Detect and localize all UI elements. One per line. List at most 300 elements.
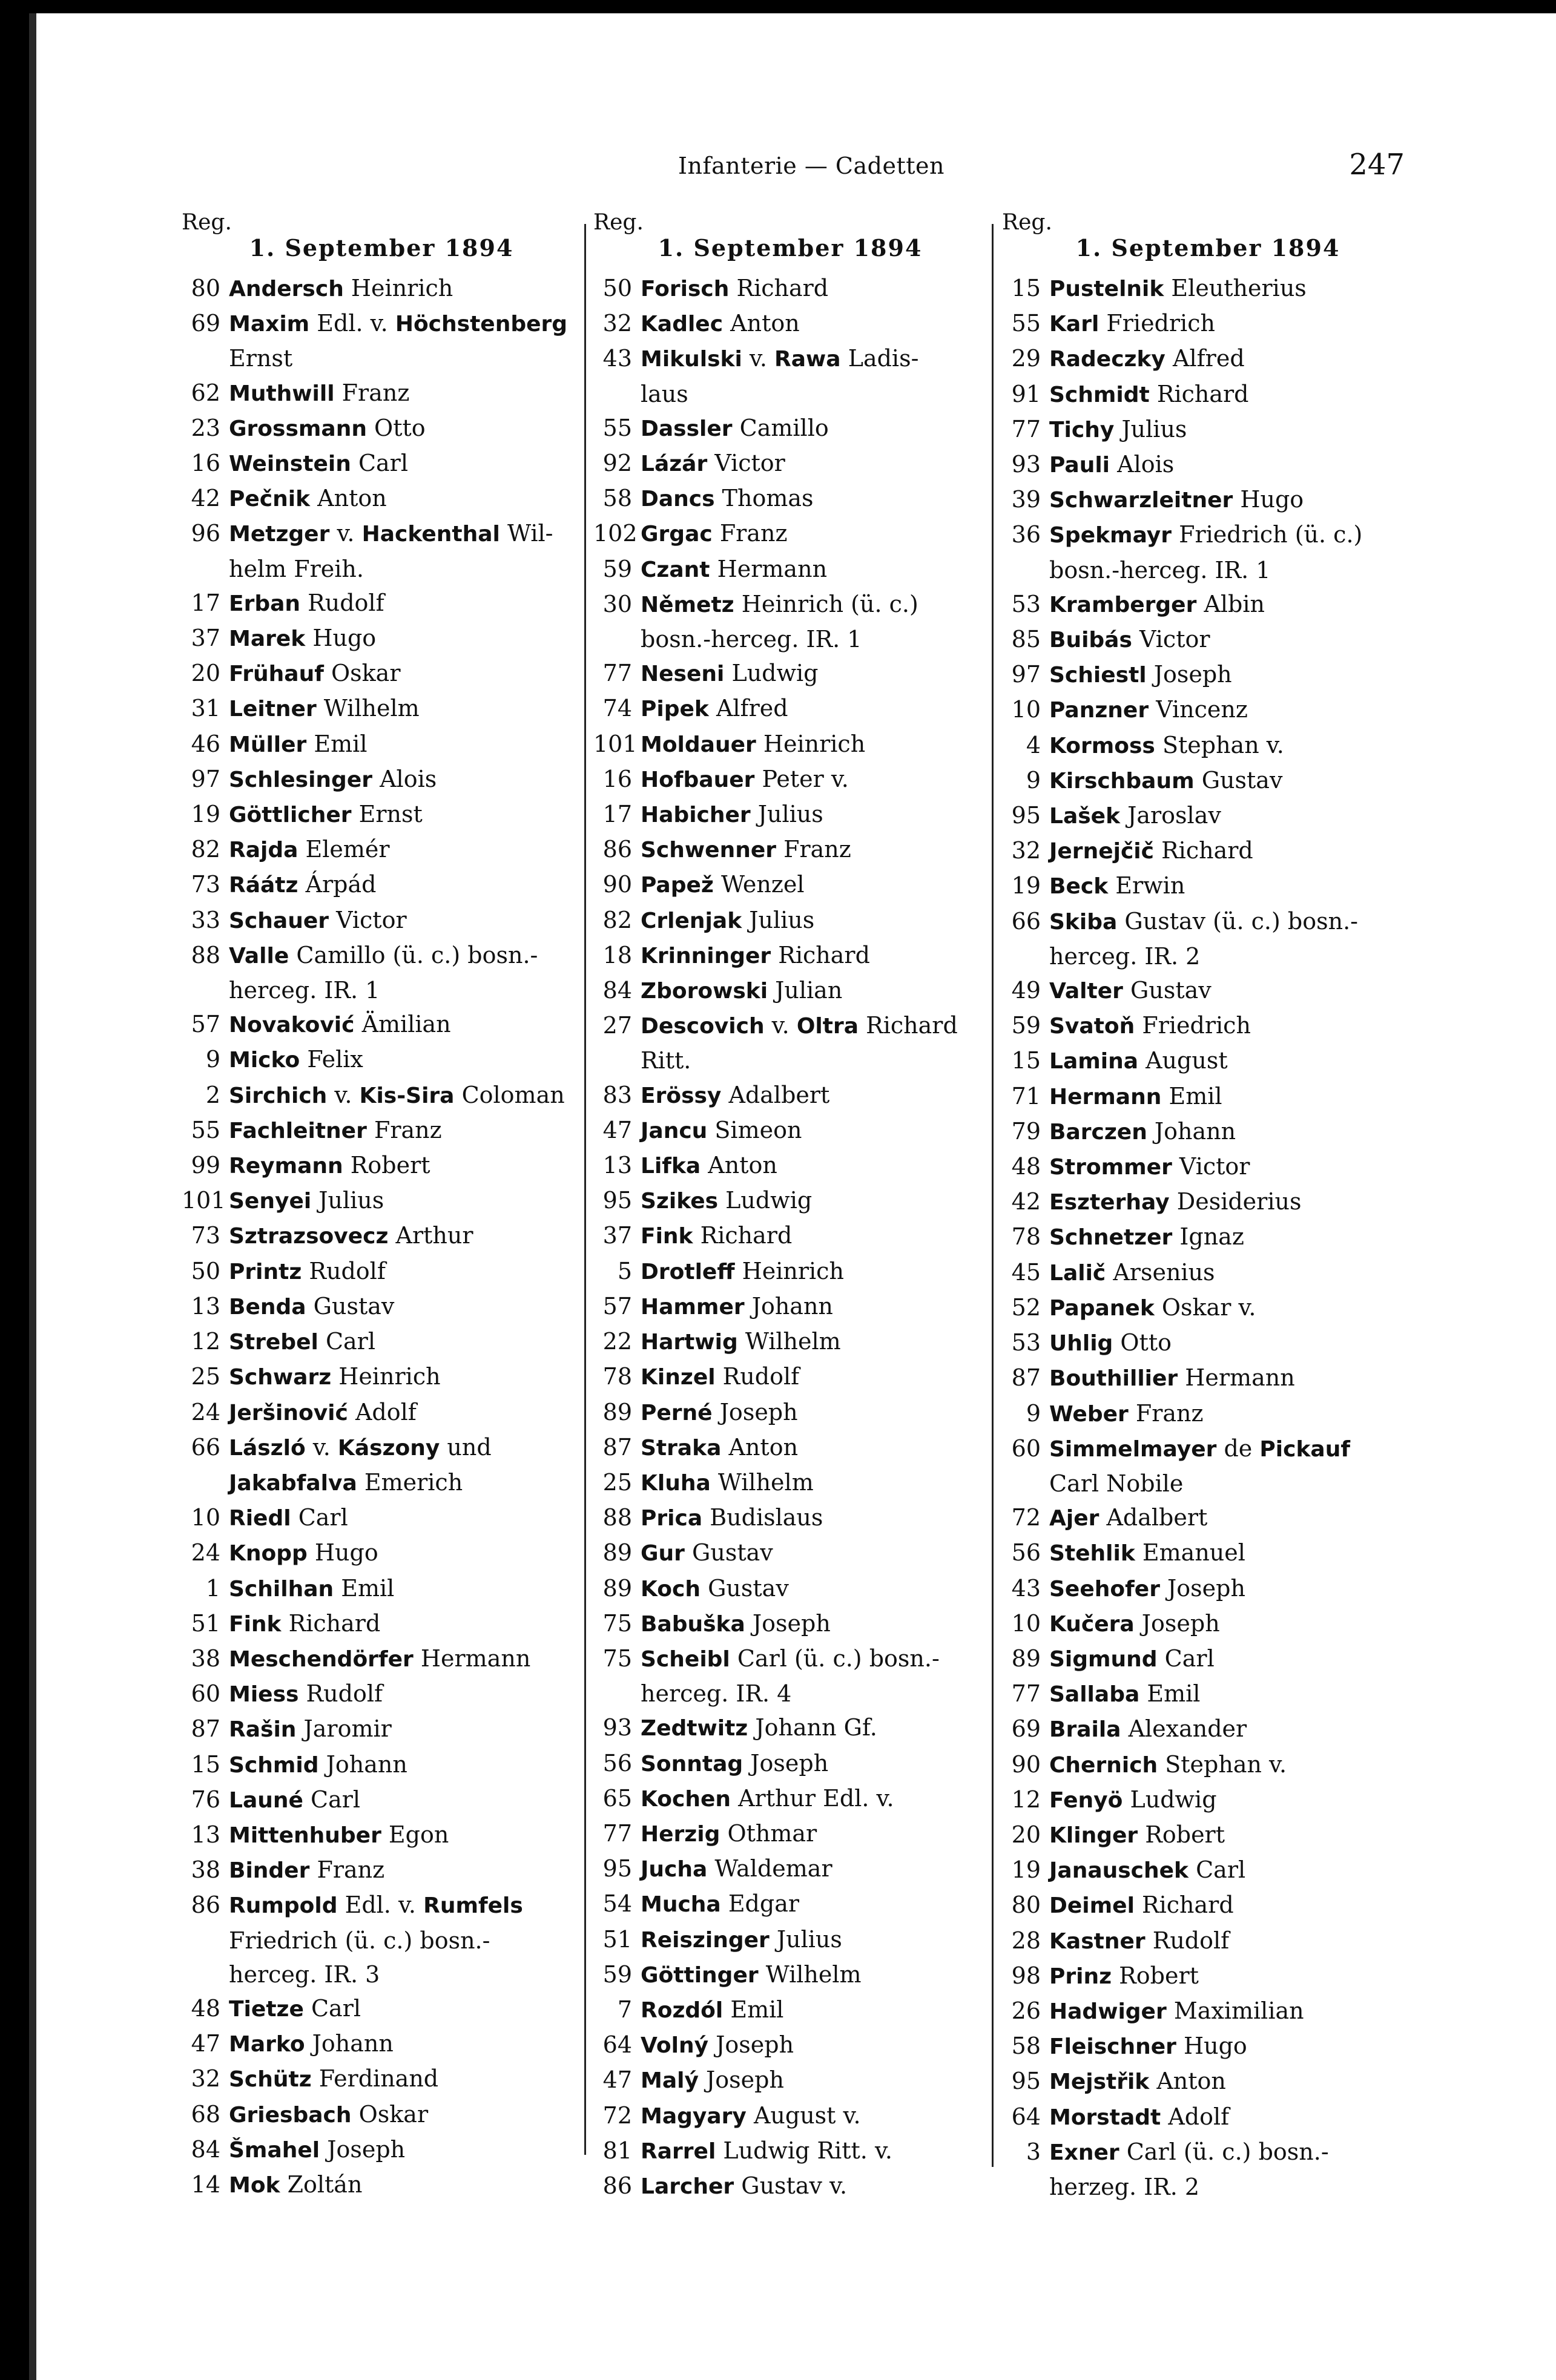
regiment-number: 89 bbox=[602, 1574, 632, 1602]
entry-text bbox=[1049, 1220, 1414, 1255]
list-item bbox=[182, 552, 581, 586]
regiment-number: 89 bbox=[1011, 1645, 1041, 1672]
entry-text bbox=[229, 973, 581, 1007]
surname: Kučera bbox=[1049, 1611, 1135, 1637]
given-name: Felix bbox=[307, 1046, 363, 1073]
list-item bbox=[182, 691, 581, 726]
list-item bbox=[182, 1888, 581, 1923]
surname: Jeršinović bbox=[229, 1400, 348, 1425]
entry-text bbox=[1049, 833, 1414, 869]
entry-text bbox=[641, 1642, 987, 1677]
given-name: Heinrich bbox=[742, 1257, 844, 1284]
given-name: Thomas bbox=[722, 485, 814, 512]
surname: Perné bbox=[641, 1400, 713, 1425]
entry-text bbox=[229, 306, 581, 341]
entry-text bbox=[229, 2132, 581, 2168]
list-item bbox=[593, 1218, 987, 1254]
entry-text bbox=[641, 691, 987, 726]
entry-text bbox=[641, 1536, 987, 1571]
surname: Griesbach bbox=[229, 2102, 352, 2128]
surname: Andersch bbox=[229, 277, 344, 301]
list-item bbox=[182, 903, 581, 938]
list-item bbox=[593, 1816, 987, 1852]
given-name: Hugo bbox=[1183, 2033, 1247, 2060]
regiment-number: 17 bbox=[191, 589, 220, 616]
given-name: Budislaus bbox=[710, 1504, 823, 1531]
surname: Kastner bbox=[1049, 1928, 1146, 1954]
given-name: Johann bbox=[1154, 1117, 1236, 1145]
list-item bbox=[1002, 2135, 1414, 2170]
given-name: Friedrich (ü. c.) bosn.- bbox=[229, 1927, 490, 1954]
surname: Fachleitner bbox=[229, 1118, 367, 1143]
title-name: Kászony bbox=[337, 1435, 440, 1461]
list-item bbox=[593, 1571, 987, 1606]
list-item bbox=[593, 587, 987, 622]
regiment-number: 54 bbox=[602, 1890, 632, 1918]
entry-text bbox=[229, 2062, 581, 2097]
given-name: helm Freih. bbox=[229, 555, 364, 582]
list-item bbox=[182, 1113, 581, 1148]
entry-text bbox=[1049, 1783, 1414, 1818]
surname: Uhlig bbox=[1049, 1331, 1113, 1356]
regiment-number: 24 bbox=[191, 1539, 220, 1566]
entry-text bbox=[229, 1536, 581, 1571]
list-item bbox=[182, 1324, 581, 1359]
regiment-number: 72 bbox=[602, 2102, 632, 2129]
regiment-number bbox=[182, 1465, 229, 1501]
entry-text bbox=[1049, 2170, 1414, 2204]
list-item bbox=[1002, 341, 1414, 376]
entry-text bbox=[229, 1571, 581, 1606]
given-name: Carl bbox=[358, 450, 408, 477]
regiment-number: 25 bbox=[602, 1468, 632, 1496]
regiment-number: 90 bbox=[602, 871, 632, 898]
entry-text bbox=[229, 1324, 581, 1359]
surname: Knopp bbox=[229, 1541, 308, 1566]
regiment-number bbox=[593, 622, 641, 656]
given-name: Ludwig Ritt. v. bbox=[723, 2137, 892, 2164]
entry-text bbox=[229, 1430, 581, 1465]
regiment-number: 42 bbox=[191, 485, 220, 512]
list-item bbox=[182, 2097, 581, 2132]
surname: Pečnik bbox=[229, 487, 311, 512]
surname: Straka bbox=[641, 1435, 722, 1461]
given-name: Ferdinand bbox=[318, 2065, 439, 2092]
list-item bbox=[593, 727, 987, 762]
regiment-number: 18 bbox=[602, 941, 632, 968]
regiment-number: 15 bbox=[1011, 1047, 1041, 1074]
surname: Binder bbox=[229, 1858, 310, 1884]
given-name: Franz bbox=[783, 836, 851, 863]
regiment-number: 37 bbox=[191, 625, 220, 652]
given-name: Franz bbox=[341, 379, 410, 406]
given-name: Johann bbox=[312, 2030, 394, 2057]
entry-text bbox=[229, 1642, 581, 1677]
surname: Mittenhuber bbox=[229, 1823, 381, 1848]
surname: Göttlicher bbox=[229, 803, 352, 828]
regiment-number: 10 bbox=[191, 1504, 220, 1531]
given-name: Alfred bbox=[1173, 345, 1245, 372]
regiment-number: 9 bbox=[1026, 1399, 1041, 1427]
list-item bbox=[1002, 377, 1414, 412]
list-item bbox=[182, 832, 581, 867]
given-name: Desiderius bbox=[1176, 1188, 1302, 1215]
given-name: Oskar v. bbox=[1161, 1294, 1256, 1321]
regiment-number: 15 bbox=[191, 1750, 220, 1778]
list-item bbox=[1002, 1290, 1414, 1326]
surname: László bbox=[229, 1435, 306, 1461]
entry-text bbox=[1049, 973, 1414, 1008]
regiment-number: 89 bbox=[602, 1539, 632, 1566]
column-date-heading: 1. September 1894 bbox=[658, 234, 923, 261]
entry-text bbox=[229, 446, 581, 481]
list-item bbox=[593, 938, 987, 973]
entry-text bbox=[641, 2099, 987, 2134]
list-item bbox=[182, 2168, 581, 2203]
surname: Kinzel bbox=[641, 1365, 716, 1390]
surname: Papež bbox=[641, 873, 714, 898]
regiment-number: 4 bbox=[1026, 731, 1041, 758]
entry-text bbox=[641, 797, 987, 832]
entry-text bbox=[1049, 1818, 1414, 1853]
entry-text bbox=[641, 1887, 987, 1922]
entry-text bbox=[641, 1289, 987, 1324]
entry-text bbox=[229, 1924, 581, 1958]
entry-text bbox=[1049, 1747, 1414, 1783]
given-name: Johann Gf. bbox=[755, 1714, 877, 1741]
list-item bbox=[182, 1958, 581, 1991]
surname: Marko bbox=[229, 2032, 305, 2057]
given-name: Ämilian bbox=[361, 1011, 451, 1038]
list-item bbox=[1002, 728, 1414, 763]
list-item bbox=[182, 586, 581, 621]
entry-text bbox=[229, 1501, 581, 1536]
regiment-number: 71 bbox=[1011, 1082, 1041, 1109]
regiment-number: 32 bbox=[1011, 837, 1041, 864]
regiment-number: 49 bbox=[1011, 977, 1041, 1004]
given-name: Hermann bbox=[420, 1645, 531, 1672]
column-date-heading: 1. September 1894 bbox=[1075, 234, 1340, 261]
entry-text bbox=[641, 867, 987, 902]
surname: Sonntag bbox=[641, 1751, 743, 1777]
list-item bbox=[593, 1044, 987, 1077]
surname: Kormoss bbox=[1049, 733, 1155, 758]
given-name: Alfred bbox=[716, 695, 788, 722]
given-name: Gustav v. bbox=[741, 2172, 848, 2199]
regiment-number bbox=[593, 377, 641, 411]
regiment-number bbox=[593, 1677, 641, 1711]
entry-text bbox=[641, 1958, 987, 1993]
regiment-number: 53 bbox=[1011, 590, 1041, 617]
given-name: August v. bbox=[753, 2102, 861, 2129]
surname: Drotleff bbox=[641, 1259, 735, 1284]
list-item bbox=[182, 411, 581, 446]
entry-text bbox=[229, 1113, 581, 1148]
given-name: Emil bbox=[1147, 1680, 1201, 1708]
surname: Tichy bbox=[1049, 417, 1115, 442]
list-item bbox=[593, 1395, 987, 1430]
entry-text bbox=[229, 867, 581, 902]
surname: Bouthillier bbox=[1049, 1366, 1178, 1392]
given-name: Anton bbox=[728, 1433, 799, 1461]
given-name: Franz bbox=[374, 1116, 442, 1143]
list-item bbox=[1002, 1959, 1414, 1994]
regiment-number: 43 bbox=[1011, 1574, 1041, 1602]
regiment-number: 77 bbox=[1011, 415, 1041, 442]
given-name: Gustav bbox=[1201, 766, 1283, 794]
regiment-number: 73 bbox=[191, 871, 220, 898]
surname: Müller bbox=[229, 732, 307, 757]
scan-border-inner bbox=[29, 13, 36, 2380]
regiment-number: 36 bbox=[1011, 521, 1041, 548]
list-item bbox=[182, 1254, 581, 1289]
given-name: herzeg. IR. 2 bbox=[1049, 2173, 1200, 2200]
surname: Mok bbox=[229, 2172, 280, 2198]
given-name: herceg. IR. 1 bbox=[229, 977, 380, 1004]
regiment-number: 55 bbox=[1011, 310, 1041, 337]
surname: Weber bbox=[1049, 1401, 1129, 1427]
regiment-number: 28 bbox=[1011, 1927, 1041, 1954]
regiment-number: 62 bbox=[191, 379, 220, 406]
given-name: Carl bbox=[311, 1994, 361, 2022]
list-item bbox=[1002, 1677, 1414, 1712]
regiment-number: 37 bbox=[602, 1222, 632, 1249]
list-item bbox=[182, 1642, 581, 1677]
given-name: Franz bbox=[719, 520, 788, 547]
regiment-number: 101 bbox=[593, 730, 638, 757]
entry-text bbox=[641, 1922, 987, 1958]
entry-text bbox=[641, 762, 987, 797]
regiment-number: 55 bbox=[191, 1116, 220, 1143]
given-name: Otto bbox=[374, 414, 426, 441]
list-item bbox=[1002, 1220, 1414, 1255]
surname: Hadwiger bbox=[1049, 1999, 1167, 2024]
entry-text bbox=[229, 552, 581, 586]
list-item bbox=[1002, 973, 1414, 1008]
list-item bbox=[593, 1711, 987, 1746]
surname: Krinninger bbox=[641, 943, 771, 968]
entry-text bbox=[1049, 1079, 1414, 1114]
surname: Gur bbox=[641, 1541, 685, 1566]
given-name: herceg. IR. 2 bbox=[1049, 942, 1201, 970]
given-name: Emil bbox=[1169, 1082, 1222, 1109]
regiment-number: 12 bbox=[191, 1328, 220, 1355]
entry-text bbox=[1049, 341, 1414, 376]
given-name: Elemér bbox=[305, 836, 390, 863]
given-name: Hermann bbox=[1185, 1364, 1295, 1392]
entry-text bbox=[641, 727, 987, 762]
surname: Volný bbox=[641, 2033, 709, 2059]
surname: Schnetzer bbox=[1049, 1225, 1173, 1251]
given-name: Julian bbox=[775, 977, 843, 1004]
entry-text bbox=[1049, 1924, 1414, 1959]
surname: Moldauer bbox=[641, 732, 756, 757]
regiment-number: 13 bbox=[602, 1152, 632, 1179]
surname: Babuška bbox=[641, 1611, 745, 1637]
given-name: Egon bbox=[388, 1821, 449, 1848]
entry-text bbox=[229, 1783, 581, 1818]
list-item bbox=[182, 1078, 581, 1113]
surname: Miess bbox=[229, 1682, 299, 1708]
surname: Muthwill bbox=[229, 381, 335, 406]
regiment-number: 13 bbox=[191, 1292, 220, 1320]
regiment-number: 19 bbox=[191, 801, 220, 828]
list-item bbox=[593, 656, 987, 691]
entry-text bbox=[641, 1430, 987, 1465]
title-name: Höchstenberg bbox=[395, 312, 568, 337]
list-item bbox=[182, 1818, 581, 1853]
given-name: Johann bbox=[326, 1750, 407, 1778]
given-name: Arsenius bbox=[1113, 1258, 1215, 1286]
surname: Morstadt bbox=[1049, 2105, 1161, 2130]
list-item bbox=[593, 797, 987, 832]
surname: Jucha bbox=[641, 1857, 708, 1882]
surname: Kochen bbox=[641, 1786, 731, 1812]
entry-text bbox=[641, 411, 987, 446]
reg-label: Reg. bbox=[182, 210, 232, 235]
entry-text bbox=[641, 622, 987, 656]
entry-text bbox=[641, 552, 987, 587]
list-item bbox=[1002, 1924, 1414, 1959]
regiment-number: 15 bbox=[1011, 275, 1041, 301]
surname: Pipek bbox=[641, 697, 709, 722]
given-name: Carl bbox=[1196, 1856, 1246, 1884]
regiment-number: 59 bbox=[602, 1961, 632, 1988]
regiment-number: 72 bbox=[1011, 1504, 1041, 1531]
regiment-number: 60 bbox=[1011, 1435, 1041, 1462]
entry-text bbox=[229, 727, 581, 762]
given-name: laus bbox=[641, 380, 688, 407]
entry-text bbox=[641, 1183, 987, 1218]
name-suffix: Wil- bbox=[507, 520, 553, 547]
given-name: Richard bbox=[700, 1222, 793, 1249]
surname: Mejstřik bbox=[1049, 2069, 1150, 2095]
surname: Rajda bbox=[229, 838, 298, 863]
list-item bbox=[593, 516, 987, 551]
list-item bbox=[593, 271, 987, 306]
column-2 bbox=[593, 211, 987, 2204]
list-item bbox=[593, 691, 987, 726]
entry-text bbox=[229, 1395, 581, 1430]
given-name: bosn.-herceg. IR. 1 bbox=[1049, 556, 1271, 583]
list-item bbox=[1002, 763, 1414, 798]
list-item bbox=[593, 1289, 987, 1324]
regiment-number: 42 bbox=[1011, 1188, 1041, 1215]
regiment-number: 89 bbox=[602, 1398, 632, 1425]
surname: Schütz bbox=[229, 2067, 312, 2092]
regiment-number: 32 bbox=[602, 310, 632, 337]
entry-text bbox=[229, 2168, 581, 2203]
regiment-number: 39 bbox=[1011, 486, 1041, 513]
entry-text bbox=[1049, 1008, 1414, 1044]
entry-text bbox=[1049, 1853, 1414, 1888]
given-name: Joseph bbox=[752, 1609, 831, 1637]
given-name: Carl bbox=[311, 1786, 361, 1813]
regiment-number: 10 bbox=[1011, 1609, 1041, 1637]
given-name: Anton bbox=[708, 1152, 777, 1179]
given-name: Ritt. bbox=[641, 1047, 691, 1074]
list-item bbox=[182, 481, 581, 516]
surname: Zedtwitz bbox=[641, 1716, 748, 1741]
regiment-number bbox=[1002, 2170, 1049, 2204]
surname: Šmahel bbox=[229, 2137, 320, 2163]
given-name: Gustav bbox=[692, 1539, 773, 1566]
given-name: Friedrich (ü. c.) bbox=[1179, 521, 1363, 548]
entry-text bbox=[229, 1747, 581, 1783]
given-name: Joseph bbox=[1167, 1574, 1245, 1602]
regiment-number: 77 bbox=[602, 660, 632, 687]
given-name: Carl bbox=[298, 1504, 348, 1531]
given-name: Arthur Edl. v. bbox=[738, 1784, 894, 1812]
entry-text bbox=[641, 2028, 987, 2063]
entry-text bbox=[641, 1324, 987, 1359]
given-name: bosn.-herceg. IR. 1 bbox=[641, 626, 862, 653]
entry-text bbox=[229, 341, 581, 375]
list-item bbox=[182, 1712, 581, 1747]
entry-text bbox=[641, 2169, 987, 2204]
regiment-number: 51 bbox=[191, 1609, 220, 1637]
list-item bbox=[593, 1922, 987, 1958]
regiment-number: 53 bbox=[1011, 1329, 1041, 1356]
regiment-number: 47 bbox=[191, 2030, 220, 2057]
surname: Prinz bbox=[1049, 1964, 1112, 1989]
given-name: Joseph bbox=[716, 2031, 794, 2059]
given-name: Anton bbox=[1156, 2068, 1226, 2095]
entry-text bbox=[229, 903, 581, 938]
surname: Fink bbox=[641, 1224, 693, 1249]
regiment-number: 23 bbox=[191, 414, 220, 441]
given-name: v. bbox=[771, 1012, 790, 1039]
regiment-number: 68 bbox=[191, 2100, 220, 2128]
given-name: Adalbert bbox=[1106, 1504, 1208, 1531]
regiment-number: 90 bbox=[1011, 1750, 1041, 1778]
page-number: 247 bbox=[1349, 148, 1405, 182]
given-name: de bbox=[1224, 1435, 1253, 1462]
list-item bbox=[1002, 1747, 1414, 1783]
list-item bbox=[182, 1430, 581, 1465]
given-name: v. bbox=[749, 345, 767, 372]
surname: Buibás bbox=[1049, 628, 1132, 653]
entry-text bbox=[641, 1993, 987, 2028]
regiment-number: 32 bbox=[191, 2065, 220, 2092]
list-item bbox=[1002, 622, 1414, 657]
entry-text bbox=[229, 1254, 581, 1289]
given-name: Wilhelm bbox=[717, 1468, 814, 1496]
surname: Grossmann bbox=[229, 416, 367, 441]
given-name: Heinrich bbox=[763, 730, 866, 757]
list-item bbox=[593, 1148, 987, 1183]
surname: Schauer bbox=[229, 908, 329, 933]
list-item bbox=[593, 306, 987, 341]
given-name: Maximilian bbox=[1173, 1997, 1304, 2024]
entry-text bbox=[641, 446, 987, 481]
entry-text bbox=[229, 1853, 581, 1888]
given-name: Richard bbox=[1142, 1892, 1234, 1919]
regiment-number bbox=[182, 1924, 229, 1958]
regiment-number: 95 bbox=[602, 1855, 632, 1882]
entry-text bbox=[641, 1044, 987, 1077]
entry-text bbox=[229, 797, 581, 832]
regiment-number: 73 bbox=[191, 1222, 220, 1249]
given-name: Carl (ü. c.) bosn.- bbox=[737, 1645, 940, 1672]
regiment-number: 47 bbox=[602, 1116, 632, 1143]
entry-text bbox=[1049, 1888, 1414, 1923]
list-item bbox=[1002, 1396, 1414, 1432]
given-name: Franz bbox=[1135, 1399, 1204, 1427]
list-item bbox=[1002, 1783, 1414, 1818]
regiment-number: 50 bbox=[191, 1257, 220, 1284]
surname: Grgac bbox=[641, 522, 713, 547]
